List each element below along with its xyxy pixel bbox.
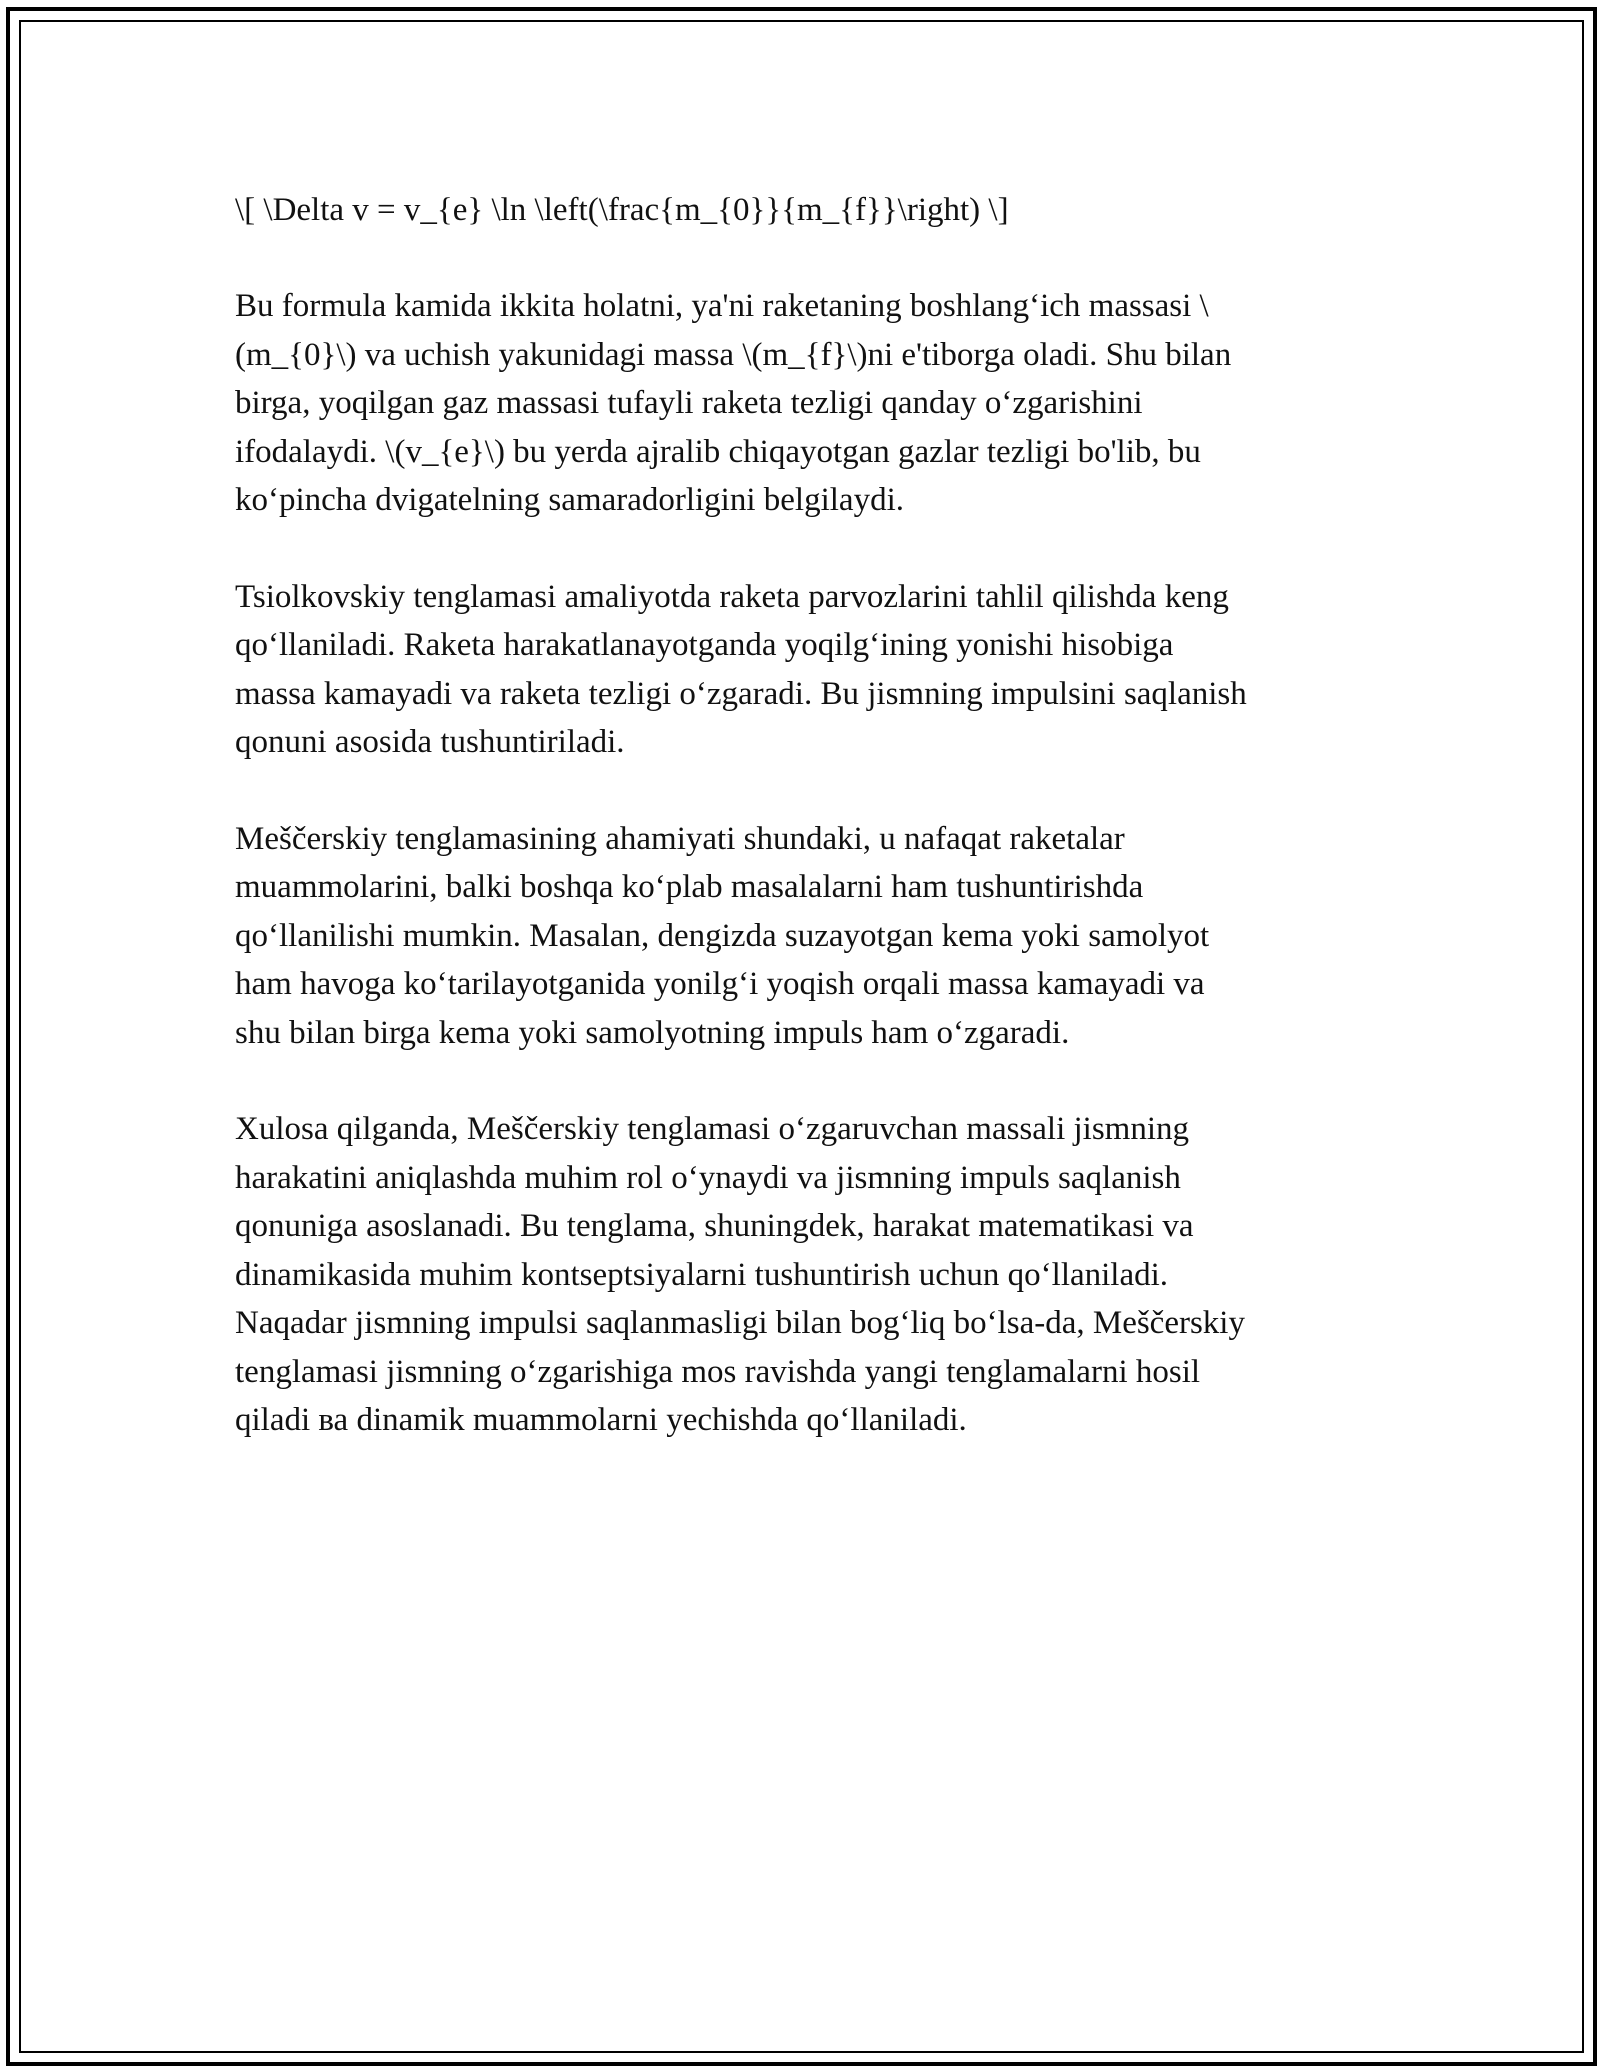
text-line: massa kamayadi va raketa tezligi o‘zgaradi. Bu jismning impulsini saqlanish [235, 675, 1247, 712]
text-line: ko‘pincha dvigatelning samaradorligini belgilaydi. [235, 482, 904, 518]
text-line: Naqadar jismning impulsi saqlanmasligi bilan bog‘liq bo‘lsa-da, Meščerskiy [235, 1305, 1245, 1341]
text-line: qiladi ва dinamik muammolarni yechishda qo‘llaniladi. [235, 1402, 967, 1438]
text-line: qonuni asosida tushuntiriladi. [235, 724, 625, 760]
text-line: ham havoga ko‘tarilayotganida yonilg‘i yoqish orqali massa kamayadi va [235, 966, 1205, 1002]
text-line: qo‘llanilishi mumkin. Masalan, dengizda suzayotgan kema yoki samolyot [235, 917, 1210, 954]
paragraph-1 [235, 282, 1375, 525]
text-line: shu bilan birga kema yoki samolyotning impuls ham o‘zgaradi. [235, 1014, 1070, 1051]
text-line: Tsiolkovskiy tenglamasi amaliyotda raketa parvozlarini tahlil qilishda keng [235, 578, 1229, 615]
formula-line: \[ \Delta v = v_{e} \ln \left(\frac{m_{0}}{m_{f}}\right) \] [235, 192, 1009, 228]
text-line: dinamikasida muhim kontseptsiyalarni tushuntirish uchun qo‘llaniladi. [235, 1256, 1169, 1293]
text-line: harakatini aniqlashda muhim rol o‘ynaydi va jismning impuls saqlanish [235, 1159, 1181, 1196]
text-line: Xulosa qilganda, Meščerskiy tenglamasi o‘zgaruvchan massali jismning [235, 1111, 1190, 1147]
text-line: birga, yoqilgan gaz massasi tufayli raketa tezligi qanday o‘zgarishini [235, 385, 1143, 421]
text-line: Meščerskiy tenglamasining ahamiyati shundaki, u nafaqat raketalar [235, 820, 1125, 857]
text-line: tenglamasi jismning o‘zgarishiga mos ravishda yangi tenglamalarni hosil [235, 1353, 1201, 1390]
text-line: ifodalaydi. \(v_{e}\) bu yerda ajralib chiqayotgan gazlar tezligi bo'lib, bu [235, 433, 1201, 470]
paragraph-4 [235, 1105, 1375, 1445]
text-line: qo‘llaniladi. Raketa harakatlanayotganda yoqilg‘ining yonishi hisobiga [235, 627, 1174, 663]
paragraph-2 [235, 573, 1375, 767]
text-line: Bu formula kamida ikkita holatni, ya'ni raketaning boshlang‘ich massasi \ [235, 288, 1209, 324]
paragraph-3 [235, 815, 1375, 1058]
text-line: qonuniga asoslanadi. Bu tenglama, shuningdek, harakat matematikasi va [235, 1208, 1194, 1244]
text-line: (m_{0}\) va uchish yakunidagi massa \(m_{f}\)ni e'tiborga oladi. Shu bilan [235, 336, 1232, 373]
text-line: muammolarini, balki boshqa ko‘plab masalalarni ham tushuntirishda [235, 869, 1144, 905]
document-body [235, 186, 1375, 1493]
